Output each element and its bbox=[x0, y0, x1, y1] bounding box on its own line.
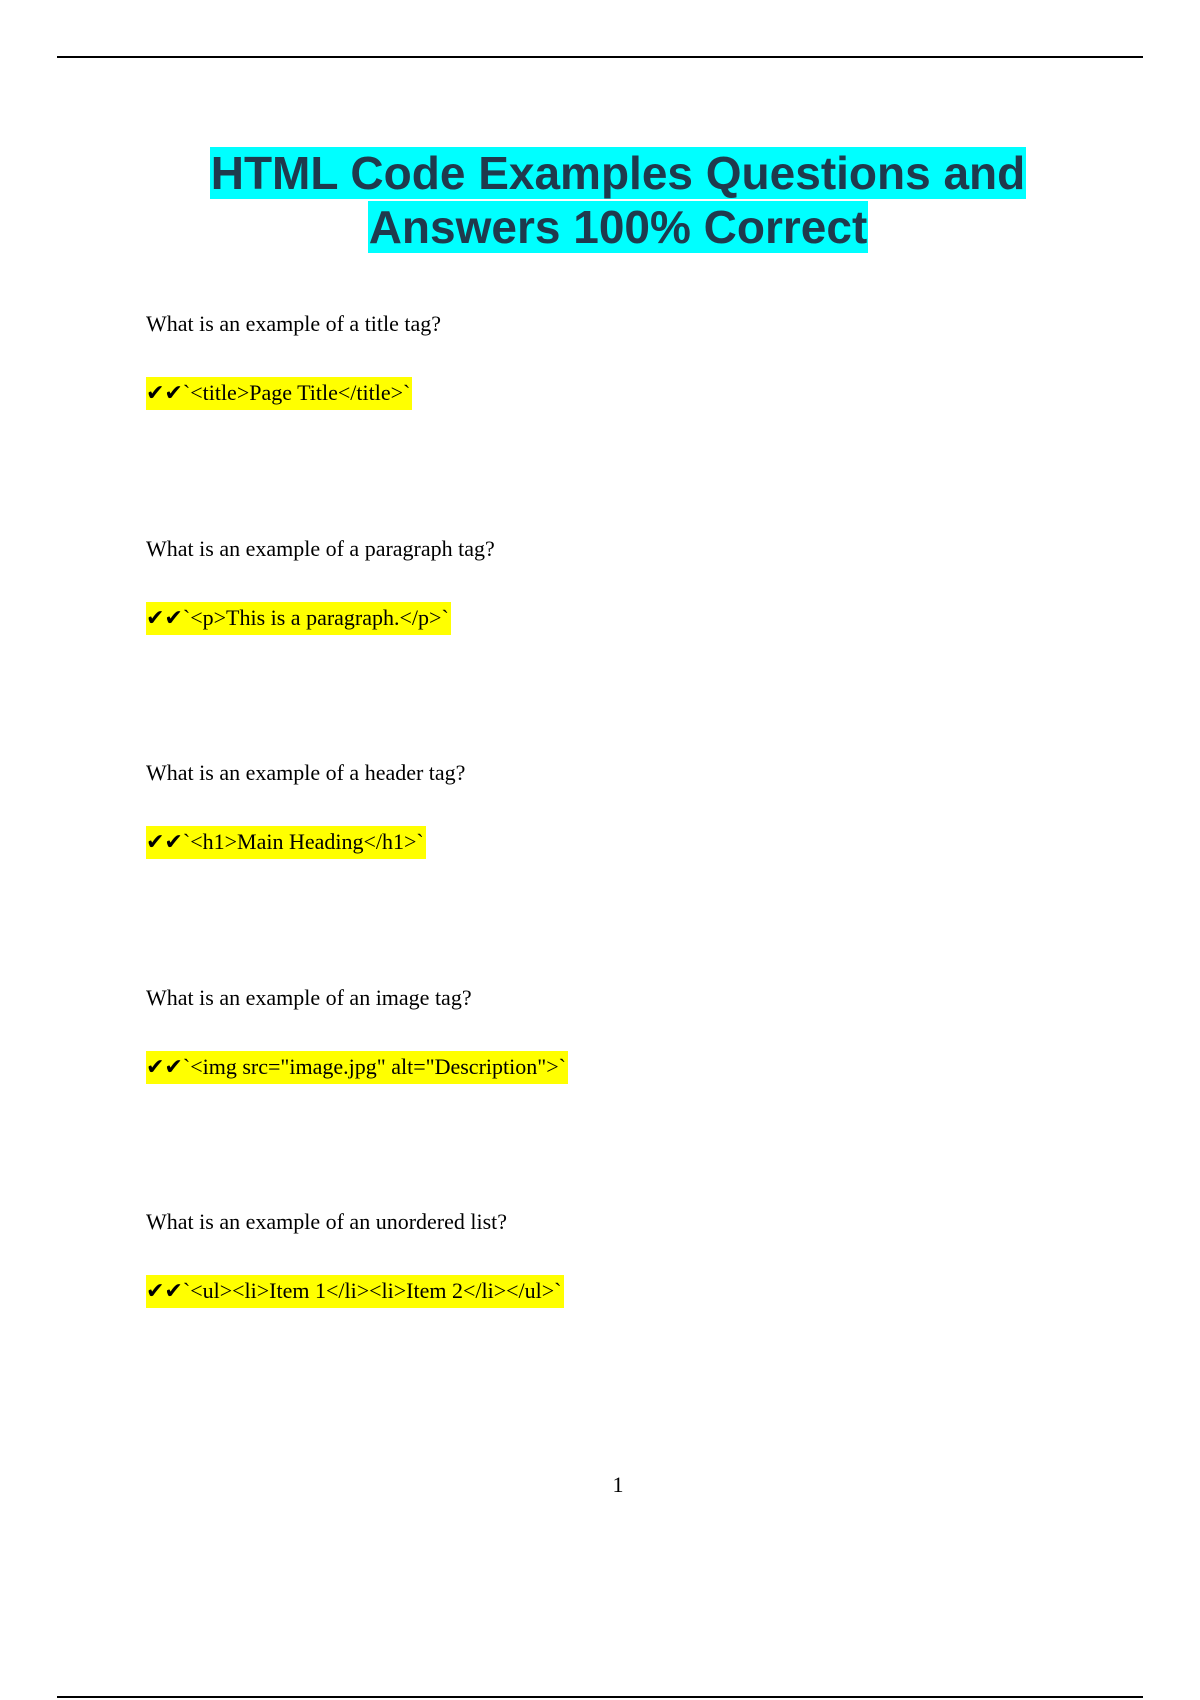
answer-code: `<h1>Main Heading</h1>` bbox=[182, 829, 424, 854]
answer-text bbox=[146, 1275, 564, 1308]
bottom-rule bbox=[57, 1696, 1143, 1698]
double-check-icon: ✔✔ bbox=[146, 1279, 183, 1304]
answer-code: `<ul><li>Item 1</li><li>Item 2</li></ul>` bbox=[182, 1278, 562, 1303]
answer-text bbox=[146, 1051, 568, 1084]
double-check-icon: ✔✔ bbox=[146, 381, 183, 406]
page-number: 1 bbox=[612, 1472, 624, 1497]
document-title bbox=[0, 146, 1200, 254]
top-rule bbox=[57, 56, 1143, 58]
question-text: What is an example of a paragraph tag? bbox=[146, 536, 495, 561]
question-text: What is an example of an image tag? bbox=[146, 985, 472, 1010]
question-text: What is an example of a header tag? bbox=[146, 760, 466, 785]
answer-code: `<title>Page Title</title>` bbox=[182, 380, 411, 405]
title-line-1: HTML Code Examples Questions and bbox=[210, 147, 1026, 199]
answer-text bbox=[146, 826, 426, 859]
question-text: What is an example of a title tag? bbox=[146, 311, 442, 336]
double-check-icon: ✔✔ bbox=[146, 606, 183, 631]
question-text: What is an example of an unordered list? bbox=[146, 1209, 508, 1234]
double-check-icon: ✔✔ bbox=[146, 830, 183, 855]
title-line-2: Answers 100% Correct bbox=[368, 201, 868, 253]
answer-text bbox=[146, 377, 412, 410]
answer-text bbox=[146, 602, 451, 635]
answer-code: `<p>This is a paragraph.</p>` bbox=[182, 605, 449, 630]
answer-code: `<img src="image.jpg" alt="Description">` bbox=[182, 1054, 566, 1079]
double-check-icon: ✔✔ bbox=[146, 1055, 183, 1080]
